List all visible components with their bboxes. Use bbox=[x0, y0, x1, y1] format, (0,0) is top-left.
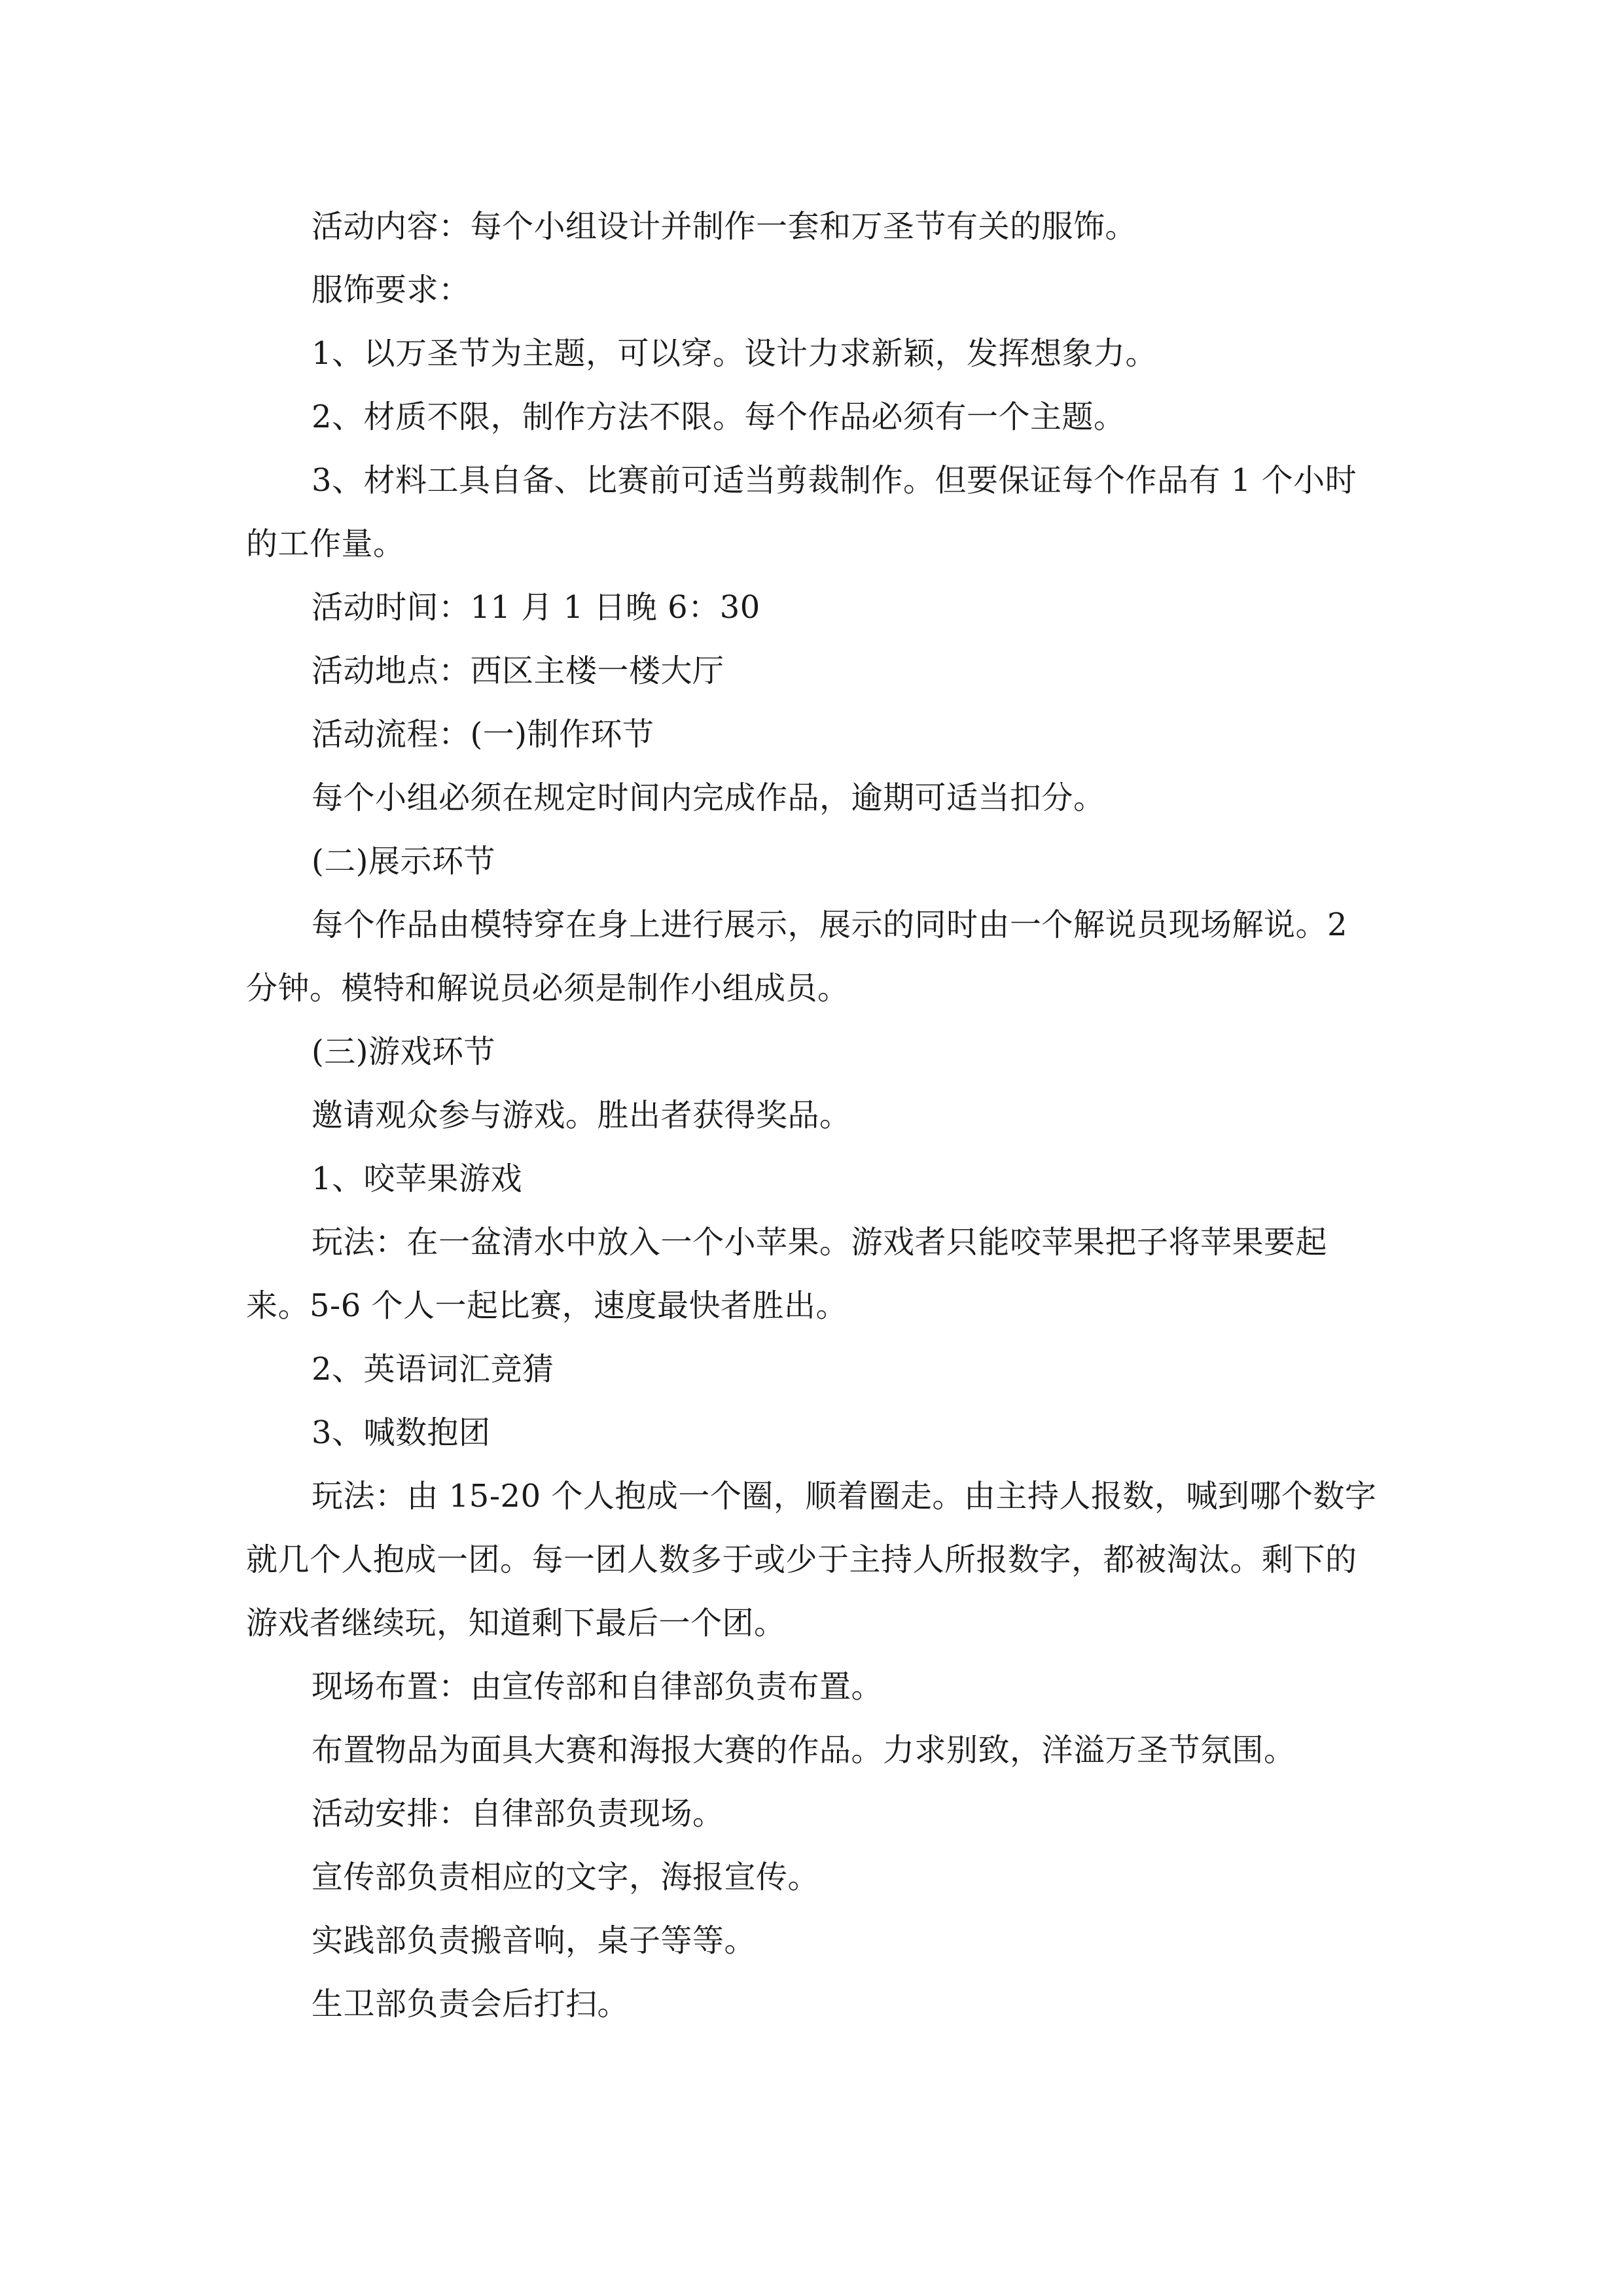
paragraph-setup-items: 布置物品为面具大赛和海报大赛的作品。力求别致，洋溢万圣节氛围。 bbox=[312, 1732, 1296, 1768]
paragraph-show-rule: 每个作品由模特穿在身上进行展示，展示的同时由一个解说员现场解说。2 分钟。模特和解说员必须是制作小组成员。 bbox=[246, 906, 1348, 1007]
paragraph-hygiene-duty: 生卫部负责会后打扫。 bbox=[312, 1986, 630, 2022]
paragraph-venue-setup: 现场布置：由宣传部和自律部负责布置。 bbox=[312, 1668, 883, 1705]
paragraph-activity-location: 活动地点：西区主楼一楼大厅 bbox=[312, 653, 724, 689]
paragraph-game-section: (三)游戏环节 bbox=[312, 1033, 495, 1070]
document-body bbox=[246, 195, 1378, 2036]
paragraph-game-invite: 邀请观众参与游戏。胜出者获得奖品。 bbox=[312, 1097, 851, 1134]
paragraph-requirement-3: 3、材料工具自备、比赛前可适当剪裁制作。但要保证每个作品有 1 个小时的工作量。 bbox=[246, 462, 1357, 562]
paragraph-game-1: 1、咬苹果游戏 bbox=[312, 1160, 523, 1197]
paragraph-game-2: 2、英语词汇竞猜 bbox=[312, 1351, 554, 1388]
paragraph-making-rule: 每个小组必须在规定时间内完成作品，逾期可适当扣分。 bbox=[312, 780, 1105, 816]
paragraph-practice-duty: 实践部负责搬音响，桌子等等。 bbox=[312, 1922, 757, 1959]
paragraph-activity-process: 活动流程：(一)制作环节 bbox=[312, 716, 654, 753]
paragraph-costume-requirements: 服饰要求： bbox=[312, 272, 471, 308]
paragraph-activity-time: 活动时间：11 月 1 日晚 6：30 bbox=[312, 589, 760, 626]
paragraph-requirement-1: 1、以万圣节为主题，可以穿。设计力求新颖，发挥想象力。 bbox=[312, 335, 1158, 372]
paragraph-game-3: 3、喊数抱团 bbox=[312, 1414, 491, 1451]
paragraph-publicity-duty: 宣传部负责相应的文字，海报宣传。 bbox=[312, 1859, 820, 1895]
paragraph-show-section: (二)展示环节 bbox=[312, 843, 495, 880]
paragraph-requirement-2: 2、材质不限，制作方法不限。每个作品必须有一个主题。 bbox=[312, 399, 1126, 435]
paragraph-activity-content: 活动内容：每个小组设计并制作一套和万圣节有关的服饰。 bbox=[312, 208, 1137, 245]
paragraph-arrangement: 活动安排：自律部负责现场。 bbox=[312, 1795, 724, 1832]
paragraph-game-1-rule: 玩法：在一盆清水中放入一个小苹果。游戏者只能咬苹果把子将苹果要起来。5-6 个人一起比赛，速度最快者胜出。 bbox=[246, 1224, 1328, 1324]
paragraph-game-3-rule: 玩法：由 15-20 个人抱成一个圈，顺着圈走。由主持人报数，喊到哪个数字就几个人抱成一团。每一团人数多于或少于主持人所报数字，都被淘汰。剩下的游戏者继续玩，知道剩下最后一个团。 bbox=[246, 1478, 1377, 1641]
